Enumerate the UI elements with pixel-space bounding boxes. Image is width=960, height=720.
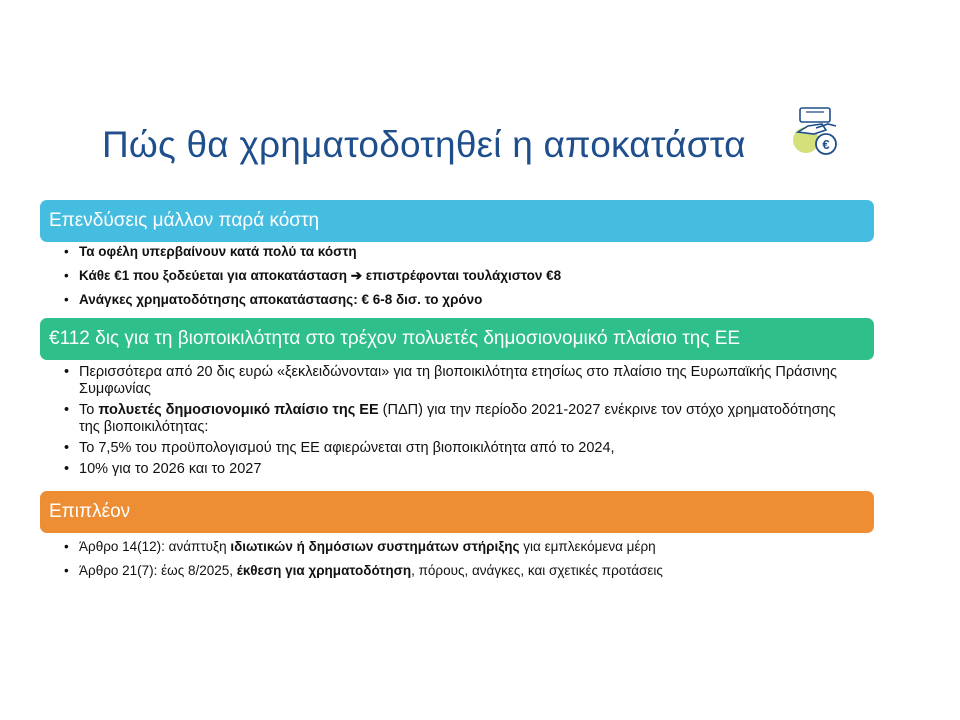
list-item: • Κάθε €1 που ξοδεύεται για αποκατάσταση ➔ επιστρέφονται τουλάχιστον €8: [64, 268, 561, 284]
slide-title: Πώς θα χρηματοδοτηθεί η αποκατάστα: [102, 124, 746, 165]
list-item: • Ανάγκες χρηματοδότησης αποκατάστασης: € 6-8 δισ. το χρόνο: [64, 292, 561, 308]
list-item: • Τα οφέλη υπερβαίνουν κατά πολύ τα κόστη: [64, 244, 561, 260]
additionally-list: [64, 539, 663, 587]
euro-money-icon: [792, 104, 844, 162]
section-header-biodiversity-budget: €112 δις για τη βιοποικιλότητα στο τρέχον πολυετές δημοσιονομικό πλαίσιο της ΕΕ: [40, 318, 874, 360]
section-header-investments: Επενδύσεις μάλλον παρά κόστη: [40, 200, 874, 242]
section-header-additionally: Επιπλέον: [40, 491, 874, 533]
list-item: • Περισσότερα από 20 δις ευρώ «ξεκλειδώνονται» για τη βιοποικιλότητα ετησίως στο πλαίσιο της Ευρωπαϊκής Πράσινης Συμφωνίας: [64, 364, 844, 397]
list-item: • Άρθρο 21(7): έως 8/2025, έκθεση για χρηματοδότηση, πόρους, ανάγκες, και σχετικές προτάσεις: [64, 563, 663, 579]
list-item: • Το πολυετές δημοσιονομικό πλαίσιο της ΕΕ (ΠΔΠ) για την περίοδο 2021-2027 ενέκρινε τον στόχο χρηματοδότησης της βιοποικιλότητας:: [64, 402, 844, 435]
list-item: • 10% για το 2026 και το 2027: [64, 461, 844, 478]
list-item: • Το 7,5% του προϋπολογισμού της ΕΕ αφιερώνεται στη βιοποικιλότητα από το 2024,: [64, 440, 844, 457]
svg-text:€: €: [822, 137, 830, 152]
biodiversity-budget-list: [64, 364, 844, 481]
list-item: • Άρθρο 14(12): ανάπτυξη ιδιωτικών ή δημόσιων συστημάτων στήριξης για εμπλεκόμενα μέρη: [64, 539, 663, 555]
investments-list: [64, 244, 561, 316]
